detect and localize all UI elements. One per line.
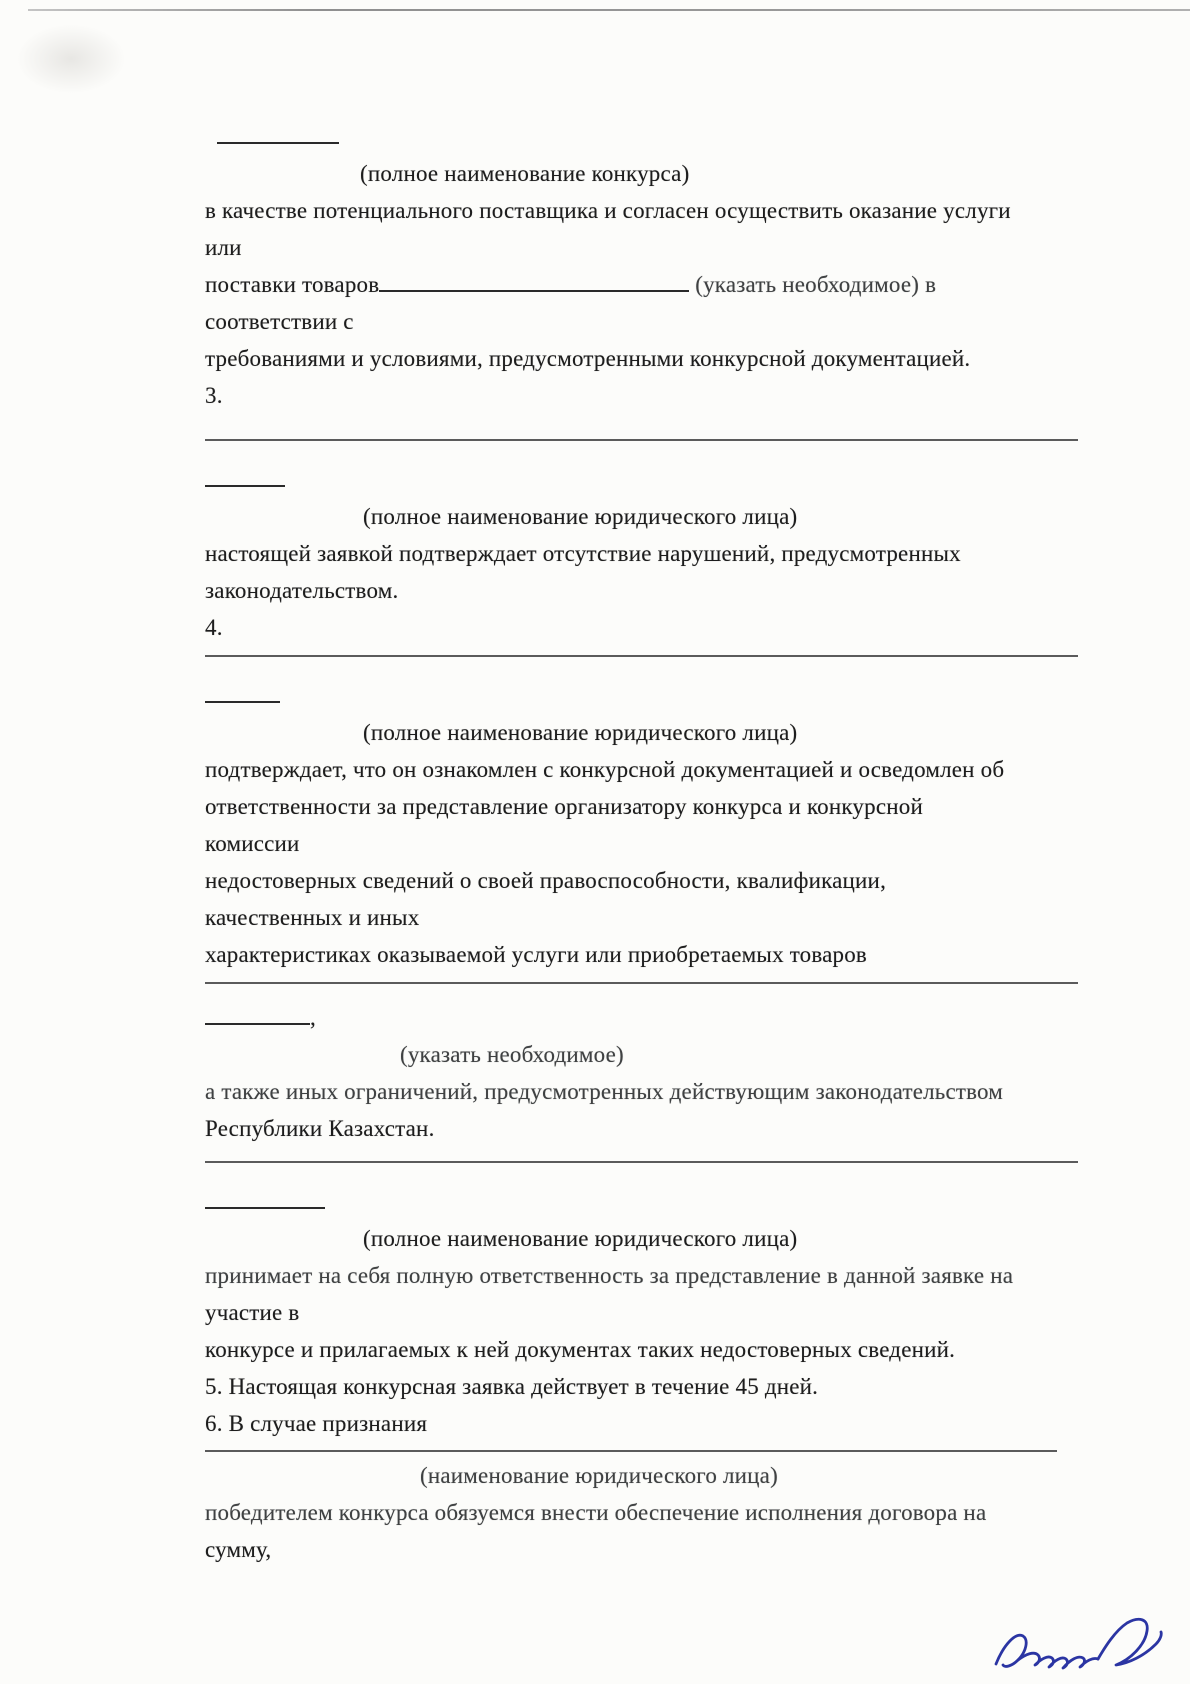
body-line: в качестве потенциального поставщика и согласен осуществить оказание услуги [205, 198, 1011, 223]
body-text: поставки товаров [205, 272, 380, 297]
body-line: настоящей заявкой подтверждает отсутствие нарушений, предусмотренных [205, 541, 961, 566]
spacer [205, 657, 1080, 677]
blank-line [205, 677, 1080, 714]
spacer [205, 646, 1080, 655]
item-number: 3. [205, 383, 223, 408]
blank-line [205, 118, 1080, 155]
field-caption: (наименование юридического лица) [420, 1463, 778, 1488]
body-line: а также иных ограничений, предусмотренных действующим законодательством [205, 1079, 1004, 1104]
spacer [205, 414, 1080, 439]
body-line: законодательством. [205, 578, 399, 603]
body-line: принимает на себя полную ответственность за представление в данной заявке на [205, 1263, 1014, 1288]
body-line: или [205, 235, 242, 260]
body-line: 5. Настоящая конкурсная заявка действует в течение 45 дней. [205, 1374, 819, 1399]
fill-in-blank [379, 278, 689, 292]
spacer [205, 973, 1080, 982]
scan-smudge [16, 24, 126, 94]
signature-icon [988, 1606, 1184, 1684]
body-line: недостоверных сведений о своей правоспособности, квалификации, [205, 868, 887, 893]
blank-line [205, 999, 1080, 1036]
spacer [205, 1442, 1080, 1450]
body-line: участие в [205, 1300, 300, 1325]
body-line [205, 266, 1080, 303]
body-line: характеристиках оказываемой услуги или приобретаемых товаров [205, 942, 867, 967]
field-caption: (полное наименование юридического лица) [363, 504, 798, 529]
body-line: конкурсе и прилагаемых к ней документах таких недостоверных сведений. [205, 1337, 956, 1362]
fill-in-blank [205, 473, 285, 487]
body-line: соответствии с [205, 309, 354, 334]
body-line: требованиями и условиями, предусмотренными конкурсной документацией. [205, 346, 971, 371]
spacer [205, 1163, 1080, 1183]
item-number: 4. [205, 615, 223, 640]
body-line: ответственности за представление организатору конкурса и конкурсной [205, 794, 923, 819]
document-body [205, 118, 1080, 1568]
spacer [205, 984, 1080, 999]
fill-in-blank [205, 689, 280, 703]
scan-edge-line [28, 9, 1190, 11]
body-line: Республики Казахстан. [205, 1116, 435, 1141]
body-text: (указать необходимое) в [689, 272, 937, 297]
blank-line [205, 1183, 1080, 1220]
body-line: 6. В случае признания [205, 1411, 428, 1436]
body-line: победителем конкурса обязуемся внести обеспечение исполнения договора на [205, 1500, 987, 1525]
body-line: комиссии [205, 831, 300, 856]
spacer [205, 441, 1080, 461]
body-line: подтверждает, что он ознакомлен с конкурсной документацией и осведомлен об [205, 757, 1005, 782]
body-line: качественных и иных [205, 905, 420, 930]
handwritten-signature [988, 1606, 1184, 1684]
body-line: сумму, [205, 1537, 272, 1562]
fill-in-blank [217, 130, 339, 144]
blank-line [205, 461, 1080, 498]
body-text: , [310, 1005, 316, 1030]
field-caption: (полное наименование конкурса) [360, 161, 690, 186]
field-caption: (полное наименование юридического лица) [363, 720, 798, 745]
fill-in-blank [205, 1011, 310, 1025]
fill-in-blank [205, 1195, 325, 1209]
spacer [205, 1147, 1080, 1161]
field-caption: (указать необходимое) [400, 1042, 624, 1067]
field-caption: (полное наименование юридического лица) [363, 1226, 798, 1251]
